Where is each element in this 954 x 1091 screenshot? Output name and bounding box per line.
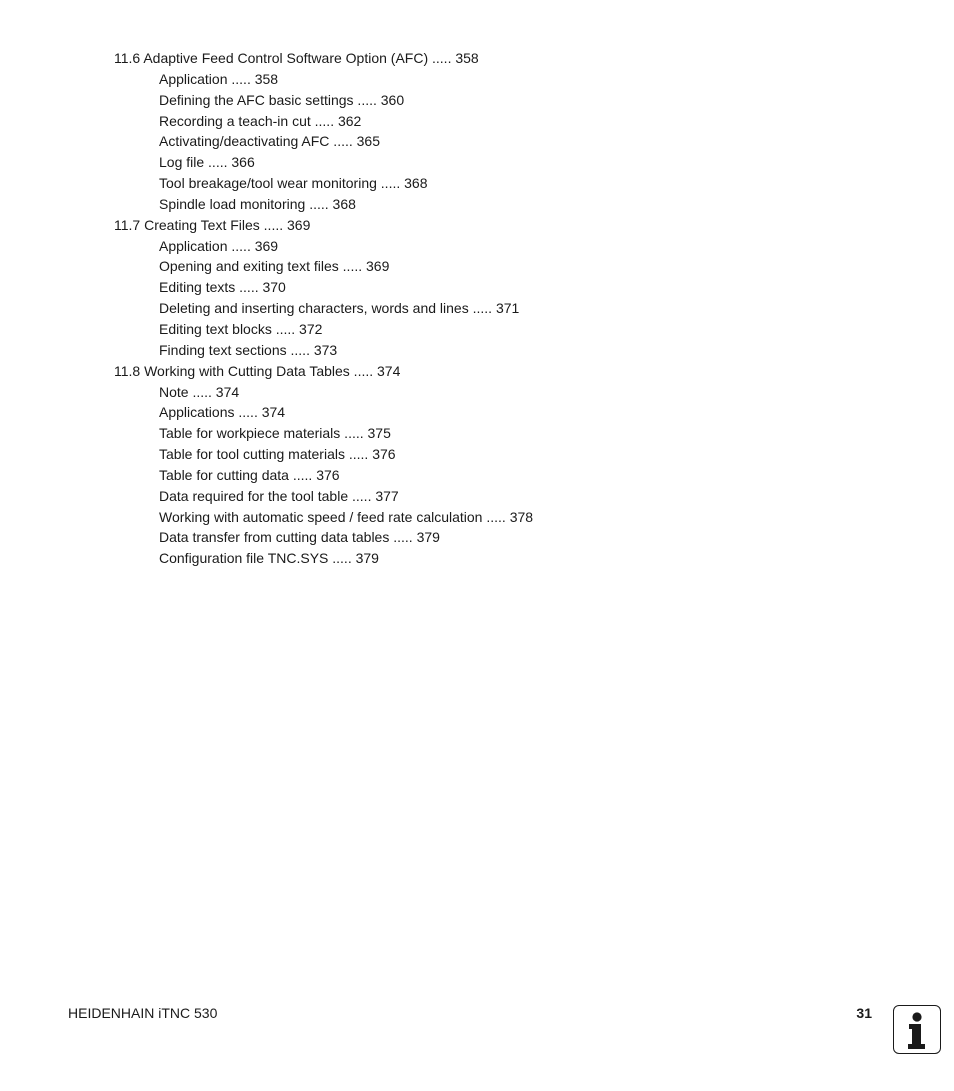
table-of-contents <box>114 48 814 569</box>
toc-entry: Table for cutting data ..... 376 <box>159 466 340 483</box>
toc-entry: Table for tool cutting materials ..... 376 <box>159 446 396 463</box>
toc-entry: Data required for the tool table ..... 377 <box>159 487 399 504</box>
toc-entry: Deleting and inserting characters, words and lines ..... 371 <box>159 300 520 317</box>
toc-entry: Applications ..... 374 <box>159 404 286 421</box>
toc-entry: Application ..... 369 <box>159 237 279 254</box>
toc-entry: Tool breakage/tool wear monitoring ..... 368 <box>159 175 428 192</box>
toc-section-title: 11.6 Adaptive Feed Control Software Option (AFC) ..... 358 <box>114 50 479 66</box>
toc-entry: Opening and exiting text files ..... 369 <box>159 258 390 275</box>
toc-entry: Recording a teach-in cut ..... 362 <box>159 112 362 129</box>
toc-entry: Table for workpiece materials ..... 375 <box>159 425 391 442</box>
toc-section-title: 11.8 Working with Cutting Data Tables ..... 374 <box>114 362 401 379</box>
info-glyph <box>894 1006 939 1052</box>
toc-entry: Data transfer from cutting data tables ..... 379 <box>159 529 440 546</box>
toc-entry: Application ..... 358 <box>159 70 279 87</box>
info-icon <box>893 1005 941 1054</box>
toc-entry: Activating/deactivating AFC ..... 365 <box>159 133 381 150</box>
toc-entry: Defining the AFC basic settings ..... 360 <box>159 91 405 108</box>
toc-entry: Finding text sections ..... 373 <box>159 341 338 358</box>
toc-entry: Configuration file TNC.SYS ..... 379 <box>159 550 379 567</box>
toc-entry: Editing text blocks ..... 372 <box>159 320 323 337</box>
footer-product-name: HEIDENHAIN iTNC 530 <box>68 1005 218 1021</box>
page-number: 31 <box>856 1005 872 1021</box>
toc-entry: Note ..... 374 <box>159 383 240 400</box>
toc-section-title: 11.7 Creating Text Files ..... 369 <box>114 216 311 233</box>
toc-entry: Working with automatic speed / feed rate calculation ..... 378 <box>159 508 534 525</box>
toc-entry: Editing texts ..... 370 <box>159 279 286 296</box>
toc-entry: Spindle load monitoring ..... 368 <box>159 195 356 212</box>
toc-entry: Log file ..... 366 <box>159 154 255 171</box>
